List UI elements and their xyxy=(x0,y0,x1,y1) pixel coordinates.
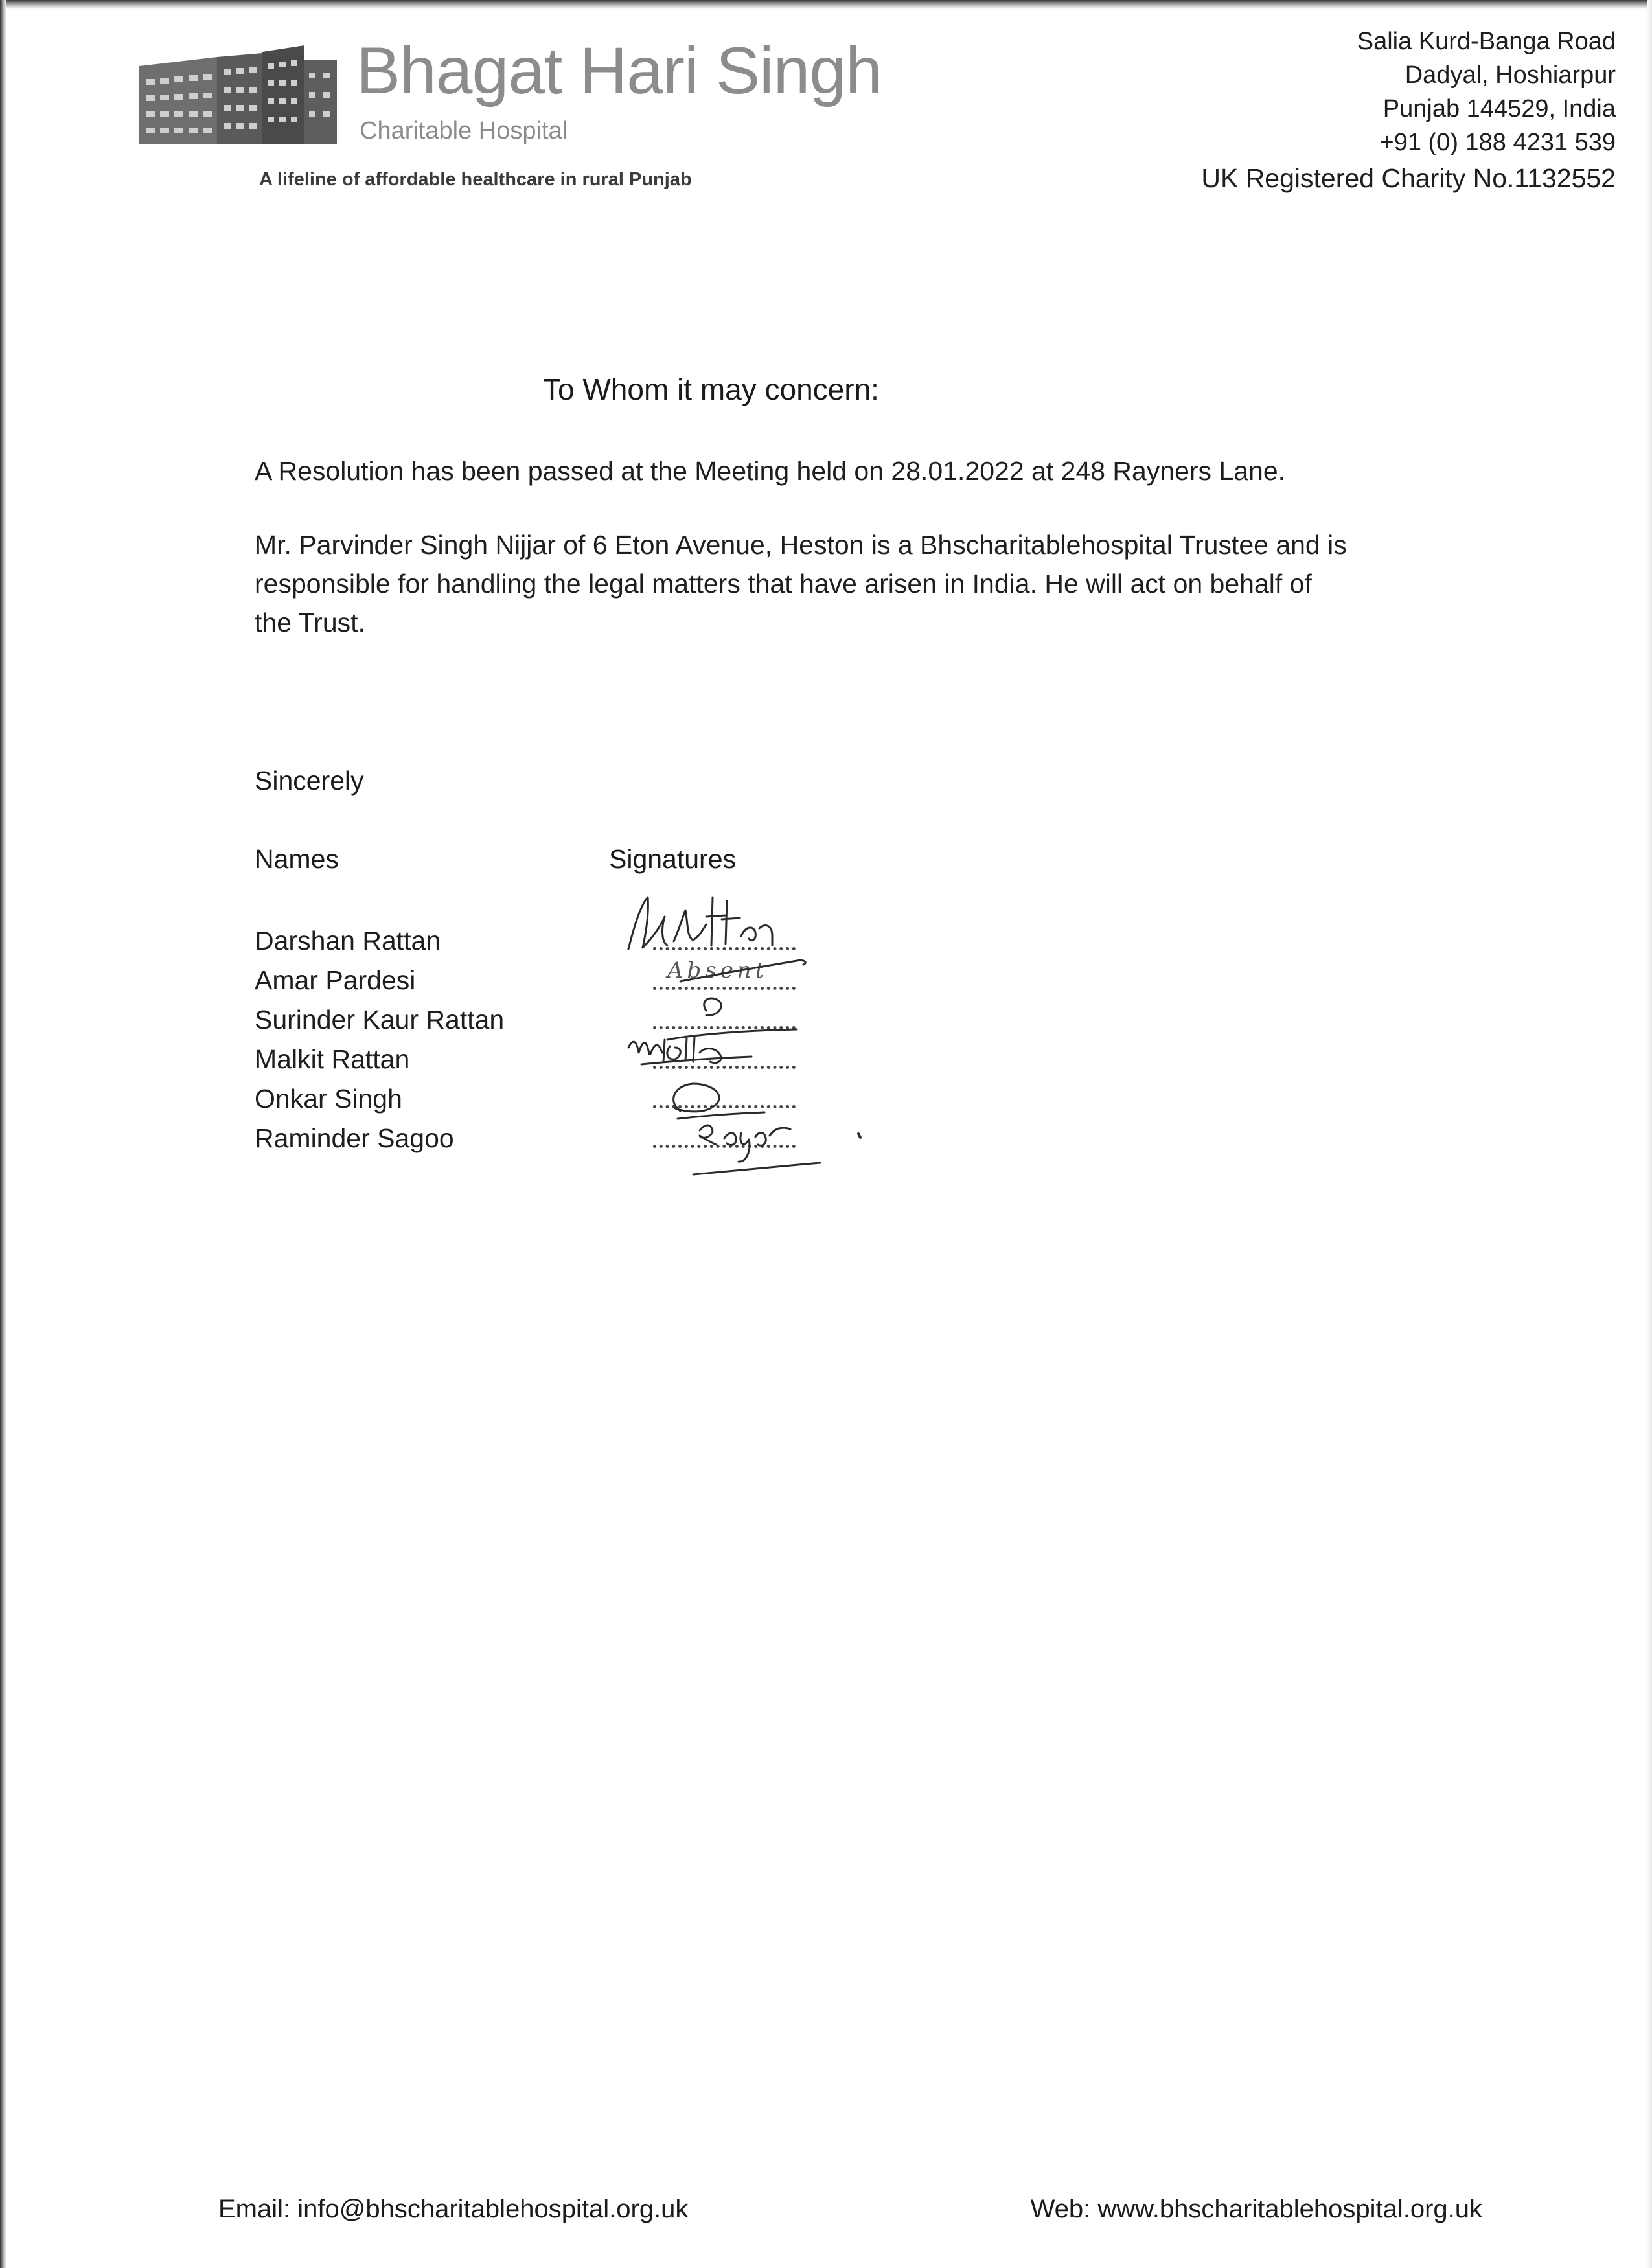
names-header: Names xyxy=(255,844,339,874)
signatory-name: Darshan Rattan xyxy=(255,926,441,956)
scan-edge-top xyxy=(0,0,1652,9)
footer-email: Email: info@bhscharitablehospital.org.uk xyxy=(218,2195,689,2223)
names-list xyxy=(255,921,504,1158)
address-block xyxy=(1357,25,1616,159)
scan-edge-right xyxy=(1647,0,1652,2268)
charity-number: UK Registered Charity No.1132552 xyxy=(1201,163,1616,193)
scan-edge-left xyxy=(0,0,6,2268)
signatory-name: Malkit Rattan xyxy=(255,1044,410,1074)
signatory-name: Raminder Sagoo xyxy=(255,1123,454,1153)
trustee-paragraph xyxy=(255,525,1498,642)
handwritten-signatures xyxy=(602,878,875,1189)
phone-number: +91 (0) 188 4231 539 xyxy=(1379,129,1616,156)
footer-web: Web: www.bhscharitablehospital.org.uk xyxy=(1030,2195,1482,2223)
paragraph-line: Mr. Parvinder Singh Nijjar of 6 Eton Avenue, Heston is a Bhscharitablehospital Trustee and is xyxy=(255,530,1347,560)
brand-subtitle: Charitable Hospital xyxy=(360,117,568,144)
hospital-building-icon xyxy=(139,40,347,150)
absent-note: Absent xyxy=(667,957,768,983)
signatory-name: Onkar Singh xyxy=(255,1084,402,1114)
tagline: A lifeline of affordable healthcare in rural Punjab xyxy=(259,169,692,190)
resolution-paragraph: A Resolution has been passed at the Meeting held on 28.01.2022 at 248 Rayners Lane. xyxy=(255,456,1286,486)
paragraph-line: responsible for handling the legal matters that have arisen in India. He will act on behalf of xyxy=(255,569,1312,599)
address-line: Salia Kurd-Banga Road xyxy=(1357,28,1616,55)
signatory-name: Surinder Kaur Rattan xyxy=(255,1005,505,1035)
closing: Sincerely xyxy=(255,766,364,796)
paragraph-line: the Trust. xyxy=(255,608,365,637)
salutation: To Whom it may concern: xyxy=(543,372,879,406)
signatures-header: Signatures xyxy=(609,844,737,874)
address-line: Dadyal, Hoshiarpur xyxy=(1405,62,1616,89)
address-line: Punjab 144529, India xyxy=(1382,95,1616,122)
signatory-name: Amar Pardesi xyxy=(255,965,416,995)
brand-name: Bhagat Hari Singh xyxy=(356,34,882,108)
